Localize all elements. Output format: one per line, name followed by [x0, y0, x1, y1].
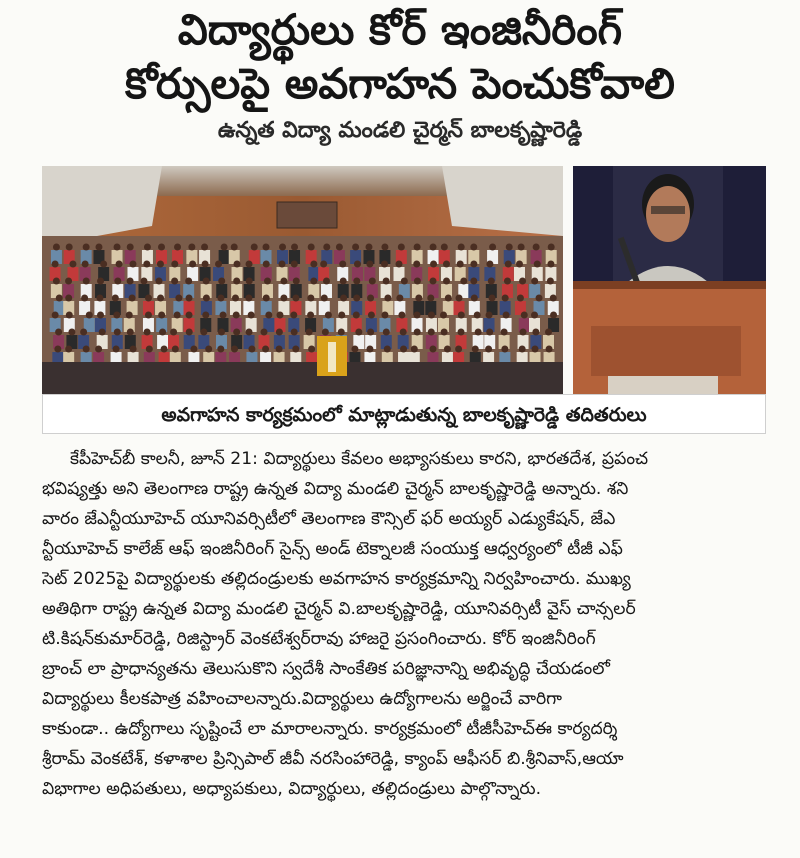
body-line: కాకుండా.. ఉద్యోగాలు సృష్టించే లా మారాలన్నారు. కార్యక్రమంలో టీజీసీహెచ్‌ఈ కార్యదర్శి — [42, 719, 618, 739]
subheadline: ఉన్నత విద్యా మండలి చైర్మన్ బాలకృష్ణారెడ్డి — [217, 118, 583, 143]
headline-line-2: కోర్సులపై అవగాహన పెంచుకోవాలి — [125, 59, 675, 108]
headline-line-1: విద్యార్థులు కోర్ ఇంజినీరింగ్ — [177, 5, 623, 54]
body-line: బ్రాంచ్ లా ప్రాధాన్యతను తెలుసుకొని స్వదేశీ సాంకేతిక పరిజ్ఞానాన్ని అభివృద్ధి చేయడంలో — [42, 659, 610, 679]
body-line: టి.కిషన్‌కుమార్‌రెడ్డి, రిజిస్ట్రార్ వెంకటేశ్వర్‌రావు హాజరై ప్రసంగించారు. కోర్ ఇంజినీరింగ్ — [42, 629, 596, 649]
auditorium-photo — [42, 166, 563, 394]
speaker-photo — [573, 166, 766, 394]
article-body — [42, 444, 764, 804]
body-line: కేపీహెచ్‌బీ కాలనీ, జూన్ 21: విద్యార్థులు కేవలం అభ్యాసకులు కారని, భారతదేశ, ప్రపంచ — [70, 449, 649, 469]
body-line: న్టీయూహెచ్ కాలేజ్ ఆఫ్ ఇంజినీరింగ్ సైన్స్ అండ్ టెక్నాలజీ సంయుక్త ఆధ్వర్యంలో టీజీ ఎఫ్ — [42, 539, 623, 559]
photo-caption: అవగాహన కార్యక్రమంలో మాట్లాడుతున్న బాలకృష్ణారెడ్డి తదితరులు — [42, 394, 766, 434]
body-line: శ్రీరామ్ వెంకటేశ్, కళాశాల ప్రిన్సిపాల్ జీవీ నరసింహారెడ్డి, క్యాంప్ ఆఫీసర్ బి.శ్రీనివాస్,ఆయా — [42, 749, 624, 769]
body-line: వారం జేఎన్టీయూహెచ్ యూనివర్సిటీలో తెలంగాణ కౌన్సిల్ ఫర్ అయ్యర్ ఎడ్యుకేషన్, జేఎ — [42, 509, 616, 529]
body-line: భవిష్యత్తు అని తెలంగాణ రాష్ట్ర ఉన్నత విద్యా మండలి చైర్మన్ బాలకృష్ణారెడ్డి అన్నారు. శని — [42, 479, 629, 499]
body-line: విద్యార్థులు కీలకపాత్ర వహించాలన్నారు.విద్యార్థులు ఉద్యోగాలను అర్జించే వారిగా — [42, 689, 562, 709]
body-line: సెట్ 2025పై విద్యార్థులకు తల్లిదండ్రులకు అవగాహన కార్యక్రమాన్ని నిర్వహించారు. ముఖ్య — [42, 569, 631, 589]
body-line: విభాగాల అధిపతులు, అధ్యాపకులు, విద్యార్థులు, తల్లిదండ్రులు పాల్గొన్నారు. — [42, 779, 542, 799]
body-line: అతిథిగా రాష్ట్ర ఉన్నత విద్యా మండలి చైర్మన్ వి.బాలకృష్ణారెడ్డి, యూనివర్సిటీ వైస్ చాన్సలర్ — [42, 599, 636, 619]
